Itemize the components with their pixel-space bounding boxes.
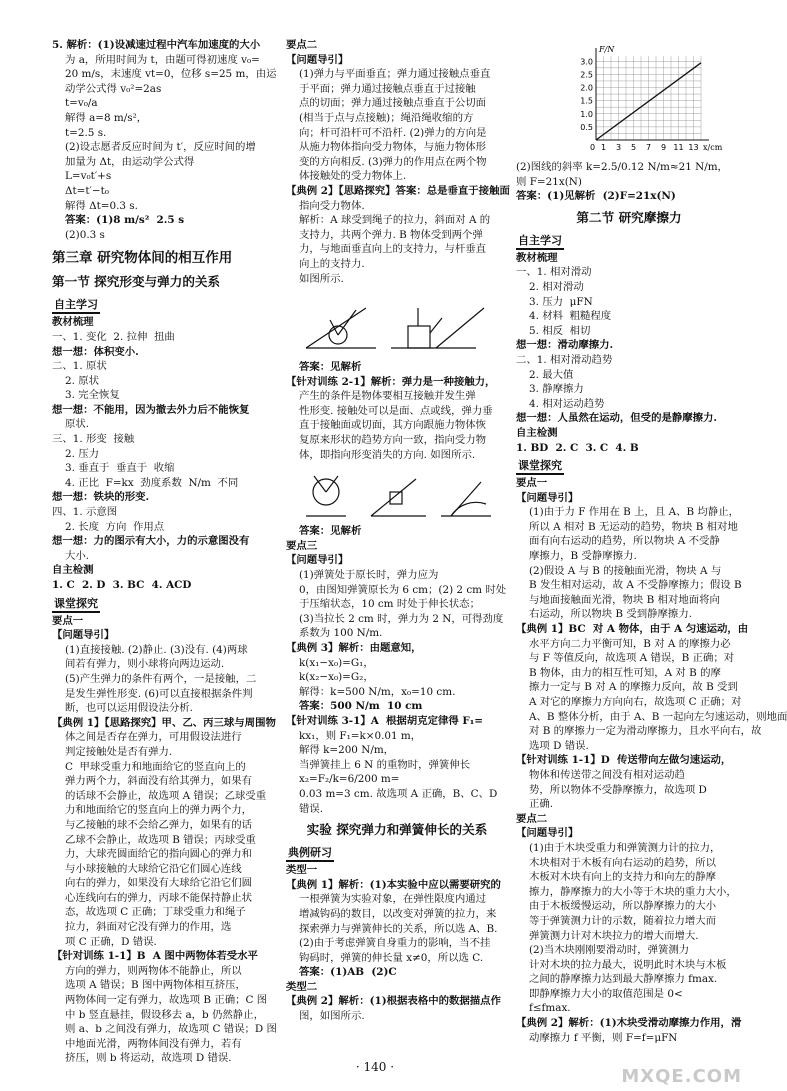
dianli-label: 典例研习 <box>286 845 334 862</box>
text-line: (2)当木块刚刚要滑动时，弹簧测力 <box>529 944 690 957</box>
text-line: 向；杆可沿杆可不沿杆. (2)弹力的方向是 <box>299 126 487 139</box>
text-line: f≤fmax. <box>529 1002 571 1015</box>
text-line: 三、1. 形变 接触 <box>52 433 135 446</box>
text-line: B 发生相对运动，故 A 不受静摩擦力；假设 B <box>529 579 742 592</box>
text-line: 选项 A 错误；B 图中两物体相互挤压， <box>65 979 246 992</box>
text-line: 二、1. 原状 <box>52 360 107 373</box>
text-line: 拉力，斜面对它没有弹力的作用，选 <box>65 921 232 934</box>
text-line: 所以 A 相对 B 无运动的趋势，物块 B 相对地 <box>529 520 738 533</box>
text-line: 计对木块的拉力最大，说明此时木块与木板 <box>529 958 727 971</box>
text-line: 【问题导引】 <box>286 554 349 567</box>
zizhu-label: 自主学习 <box>52 297 100 314</box>
text-line: 中 b 竖直悬挂，假设移去 a，b 仍然静止， <box>65 1008 264 1021</box>
text-line: 是发生弹性形变. (6)可以直接根据条件判 <box>65 687 253 700</box>
text-line: 2. 原状 <box>65 374 99 387</box>
text-line: 动摩擦力 f 平衡，则 F=f=μFN <box>529 1031 678 1044</box>
text-line: 答案：500 N/m 10 cm <box>299 700 423 713</box>
y-axis-label: F/N <box>599 45 615 54</box>
x-tick-label: 5 <box>630 143 637 152</box>
text-line: 探索弹力与弹簧伸长的关系，所以选 A、B. <box>299 922 498 935</box>
text-line: 则 F=21x(N) <box>516 175 582 188</box>
text-line: 想一想：滑动摩擦力. <box>516 339 614 352</box>
text-line: 摩擦力，B 受静摩擦力. <box>529 550 637 563</box>
text-line: 变的方向相反. (3)弹力的作用点在两个物 <box>299 155 487 168</box>
page-number: · 140 · <box>355 1060 395 1074</box>
text-line: 2. 压力 <box>65 447 99 460</box>
text-line: A、B 整体分析，由于 A、B 一起向左匀速运动，则地面 <box>529 710 787 723</box>
text-line: 2. 长度 方向 作用点 <box>65 520 165 533</box>
text-line: 【针对训练 2-1】解析：弹力是一种接触力， <box>286 375 496 388</box>
text-line: 0.03 m=3 cm. 故选项 A 正确，B、C、D <box>299 787 498 800</box>
text-line: 势，所以物体不受静摩擦力，故选项 D <box>529 783 707 796</box>
answer-line-2: 答案：见解析 <box>299 525 362 538</box>
text-line: 支持力，共两个弹力. B 物体受到两个弹 <box>299 228 483 241</box>
text-line: (1)弹力与平面垂直；弹力通过接触点垂直 <box>299 68 491 81</box>
text-line: 物体和传送带之间没有相对运动趋 <box>529 768 685 781</box>
text-line: 二、1. 相对滑动趋势 <box>516 353 613 366</box>
text-line: 复原来形状的趋势方向一致，指向受力物 <box>299 434 487 447</box>
text-line: 一、1. 相对滑动 <box>516 266 592 279</box>
text-line: 【典例 1】【思路探究】甲、乙、丙三球与周围物 <box>52 716 276 729</box>
text-line: 性形变. 接触处可以是面、点或线，弹力垂 <box>299 404 493 417</box>
text-line: 乙球不会静止，故选项 B 错误；丙球受重 <box>65 833 256 846</box>
text-line: 与乙接触的球不会给乙弹力，如果有的话 <box>65 818 253 831</box>
text-line: 【典例 1】解析：(1)本实验中应以需要研究的 <box>286 878 501 891</box>
text-line: 对 B 的摩擦力一定为滑动摩擦力，且水平向右，故 <box>529 725 762 738</box>
column-right <box>516 38 787 1045</box>
x-tick-label: 11 <box>673 143 684 152</box>
text-line: 如图所示. <box>299 272 344 285</box>
text-line: 面有向右运动的趋势，所以物块 A 不受静 <box>529 535 720 548</box>
text-line: 要点二 <box>286 39 318 51</box>
x-tick-label: 7 <box>645 143 652 152</box>
text-line: (1)直接接触. (2)静止. (3)没有. (4)两球 <box>65 643 248 656</box>
y-tick-label: 3.0 <box>580 57 593 67</box>
text-line: 1. C 2. D 3. BC 4. ACD <box>52 579 192 591</box>
text-line: 【针对训练 1-1】B A 图中两物体若受水平 <box>52 950 258 963</box>
text-line: 4. 材料 粗糙程度 <box>529 310 612 323</box>
text-line: (5)产生弹力的条件有两个，一是接触，二 <box>65 672 257 685</box>
text-line: 想一想：铁块的形变. <box>52 491 150 504</box>
y-tick-label: 0.5 <box>580 122 593 132</box>
text-line: 判定接触处是否有弹力. <box>65 745 173 758</box>
text-line: k(x₁−x₀)=G₁， <box>299 656 374 669</box>
section-title: 第一节 探究形变与弹力的关系 <box>52 274 221 290</box>
force-diagram-figure <box>286 288 496 358</box>
ketang-content <box>52 614 278 1066</box>
text-line: 【典例 2】【思路探究】答案：总是垂直于接触面 <box>286 184 510 197</box>
prev-solution-block <box>52 38 278 242</box>
text-line: 正确. <box>529 798 554 811</box>
text-line: B 物体，由力的相互性可知，A 对 B 的摩 <box>529 666 721 679</box>
text-line: 擦力，静摩擦力的大小等于木块的重力大小， <box>529 885 737 898</box>
text-line: 类型一 <box>286 864 318 877</box>
text-line: 解得 Δt=0.3 s. <box>65 199 138 212</box>
text-line: 5. 解析：(1)设减速过程中汽车加速度的大小 <box>52 39 261 51</box>
text-line: 直于接触面或切面，其方向跟施力物体恢 <box>299 419 487 432</box>
text-line: 【问题导引】 <box>52 629 115 642</box>
text-line: 【典例 3】解析：由题意知， <box>286 642 422 654</box>
text-line: 【问题导引】 <box>286 53 349 66</box>
text-line: 水平方向二力平衡可知，B 对 A 的摩擦力必 <box>529 637 731 650</box>
text-line: 向右的弹力，如果没有大球给它沿它们圆 <box>65 877 253 890</box>
text-line: 间若有弹力，则小球将向两边运动. <box>65 658 225 671</box>
text-line: 方向的弹力，则两物体不能静止，所以 <box>65 964 242 977</box>
text-line: (相当于点与点接触)；绳沿绳收缩的方 <box>299 111 474 124</box>
y-tick-label: 1.5 <box>580 96 593 106</box>
x-tick-label: 3 <box>615 143 622 152</box>
x-tick-label: 1 <box>600 143 607 152</box>
text-line: 的话球不会静止，故选项 A 错误；乙球受重 <box>65 789 267 802</box>
y-tick-label: 2.0 <box>580 83 593 93</box>
text-line: (1)由于力 F 作用在 B 上，且 A、B 均静止， <box>529 506 739 519</box>
text-line: 向上的支持力. <box>299 257 365 270</box>
ketang-label: 课堂探究 <box>52 596 100 613</box>
text-line: 【典例 2】解析：(1)木块受滑动摩擦力作用，滑 <box>516 1017 742 1030</box>
text-line: 要点三 <box>286 539 318 552</box>
text-line: 弹力两个力，斜面没有给其弹力，如果有 <box>65 775 253 788</box>
text-line: 想一想：力的图示有大小，力的示意图没有 <box>52 535 250 548</box>
text-line: 原状. <box>65 418 90 431</box>
text-line: 教材梳理 <box>516 251 558 264</box>
column-middle <box>286 38 508 1024</box>
text-line: 当弹簧挂上 6 N 的重物时，弹簧伸长 <box>299 758 471 771</box>
text-line: 即静摩擦力大小的取值范围是 0< <box>529 987 683 1000</box>
text-line: 点的切面；弹力通过接触点垂直于公切面 <box>299 97 487 110</box>
origin-label: 0 <box>590 143 596 152</box>
text-line: 一根弹簧为实验对象，在弹性限度内通过 <box>299 893 487 906</box>
text-line: 与地面接触面光滑，物块 B 相对地面将向 <box>529 593 720 606</box>
text-line: 项 C 正确，D 错误. <box>65 935 157 948</box>
yaodian3-content <box>286 539 508 816</box>
text-line: 弹簧测力计对木块拉力的增大而增大. <box>529 929 699 942</box>
y-tick-label: 2.5 <box>580 70 593 80</box>
ketang-label-2: 课堂探究 <box>516 458 564 475</box>
text-line: 4. 相对运动趋势 <box>529 397 605 410</box>
text-line: (2)0.3 s <box>65 228 105 241</box>
y-tick-label: 1.0 <box>580 109 593 119</box>
text-line: k(x₂−x₀)=G₂， <box>299 671 374 684</box>
text-line: 图，如图所示. <box>299 1010 365 1023</box>
text-line: 要点一 <box>516 477 548 490</box>
chart-solution <box>516 160 742 204</box>
text-line: 指向受力物体. <box>299 199 365 212</box>
text-line: 体之间是否存在弹力，可用假设法进行 <box>65 731 242 744</box>
text-line: 从施力物体指向受力物体，与施力物体形 <box>299 141 487 154</box>
zhendui2-content <box>286 375 508 463</box>
text-line: 两物体间一定有弹力，故选项 B 正确；C 图 <box>65 994 268 1007</box>
text-line: 3. 完全恢复 <box>65 389 120 402</box>
text-line: 与 F 等值反向，故选项 A 错误，B 正确；对 <box>529 652 735 665</box>
text-line: A 对它的摩擦力方向向右，故选项 C 正确；对 <box>529 696 742 708</box>
text-line: kx₁，则 F₁=k×0.01 m， <box>299 729 422 742</box>
text-line: 3. 压力 μFN <box>529 295 593 308</box>
text-line: 则 a、b 之间没有弹力，故选项 C 错误；D 图 <box>65 1023 277 1036</box>
text-line: 类型二 <box>286 980 318 993</box>
text-line: 3. 静摩擦力 <box>529 383 584 396</box>
text-line: (2)由于考虑弹簧自身重力的影响，当不挂 <box>299 937 491 950</box>
ketang-content-2 <box>516 476 787 1045</box>
text-line: L=v₀t′+s <box>65 170 112 183</box>
text-line: 于平面；弹力通过接触点垂直于过接触 <box>299 82 476 95</box>
text-line: 于压缩状态，10 cm 时处于伸长状态； <box>299 598 480 611</box>
column-left <box>52 38 278 1066</box>
experiment-title: 实验 探究弹力和弹簧伸长的关系 <box>306 822 488 838</box>
text-line: x₂=F₂/k=6/200 m= <box>299 773 400 786</box>
text-line: 体，即指向形变消失的方向. 如图所示. <box>299 448 476 461</box>
text-line: 2. 最大值 <box>529 368 574 381</box>
text-line: 2. 相对滑动 <box>529 280 584 293</box>
text-line: 想一想：不能用，因为撤去外力后不能恢复 <box>52 403 250 416</box>
text-line: 动学公式得 v₀²=2as <box>65 82 162 95</box>
text-line: (2)设志愿者反应时间为 t′，反应时间的增 <box>65 141 256 154</box>
force-diagram-figure-2 <box>286 464 496 522</box>
yaodian2-content <box>286 38 508 286</box>
text-line: (2)假设 A 与 B 的接触面光滑，物块 A 与 <box>529 564 722 577</box>
text-line: 由于木板缓慢运动，所以静摩擦力的大小 <box>529 900 717 913</box>
text-line: 【问题导引】 <box>516 827 579 840</box>
text-line: 答案：(1)AB (2)C <box>299 966 397 979</box>
text-line: 想一想：人虽然在运动，但受的是静摩擦力. <box>516 412 718 425</box>
text-line: 4. 正比 F=kx 劲度系数 N/m 不同 <box>65 476 239 489</box>
text-line: t=2.5 s. <box>65 126 107 139</box>
text-line: 解得：k=500 N/m，x₀=10 cm. <box>299 685 456 698</box>
chapter-title: 第三章 研究物体间的相互作用 <box>52 250 233 267</box>
text-line: 木板对木块有向上的支持力和向左的静摩 <box>529 871 717 884</box>
text-line: (3)当拉长 2 cm 时，弹力为 2 N，可得劲度 <box>299 612 504 625</box>
text-line: 一、1. 变化 2. 拉伸 扭曲 <box>52 330 175 343</box>
text-line: 想一想：体积变小. <box>52 345 139 358</box>
text-line: 要点一 <box>52 614 84 627</box>
text-line: 增减钩码的数目，以改变对弹簧的拉力，来 <box>299 907 497 920</box>
text-line: 20 m/s，末速度 vt=0，位移 s=25 m，由运 <box>65 68 277 81</box>
watermark-logo: MXQE.COM <box>621 1066 742 1088</box>
text-line: 挤压，则 b 将运动，故选项 D 错误. <box>65 1052 232 1065</box>
text-line: 答案：(1)8 m/s² 2.5 s <box>65 214 185 227</box>
text-line: 心连线向右的弹力，丙球不能保持静止状 <box>65 891 253 904</box>
text-line: 3. 垂直于 垂直于 收缩 <box>65 462 175 475</box>
text-line: t=v₀/a <box>65 97 98 110</box>
text-line: 5. 相反 相切 <box>529 324 591 337</box>
text-line: 解析：A 球受到绳子的拉力，斜面对 A 的 <box>299 214 491 227</box>
text-line: 自主检测 <box>516 426 558 439</box>
text-line: 1. BD 2. C 3. C 4. B <box>516 441 639 454</box>
text-line: 钩码时，弹簧的伸长量 x≠0，所以选 C. <box>299 951 484 964</box>
section-title-2: 第二节 研究摩擦力 <box>576 209 682 225</box>
text-line: 教材梳理 <box>52 316 94 329</box>
text-line: 自主检测 <box>52 564 94 577</box>
x-tick-label: 13 <box>688 143 699 152</box>
text-line: 【典例 2】解析：(1)根据表格中的数据描点作 <box>286 995 501 1008</box>
text-line: 产生的条件是物体要相互接触并发生弹 <box>299 390 476 403</box>
text-line: 答案：(1)见解析 (2)F=21x(N) <box>516 190 676 203</box>
text-line: 解得 a=8 m/s²， <box>65 111 148 124</box>
zizhu-content-2 <box>516 251 742 455</box>
text-line: 解得 k=200 N/m， <box>299 744 395 757</box>
text-line: 体接触处的受力物体上. <box>299 170 407 183</box>
text-line: 右运动，所以物块 B 受到静摩擦力. <box>529 608 693 621</box>
zizhu-content <box>52 315 278 592</box>
text-line: 等于弹簧测力计的示数，随着拉力增大而 <box>529 914 717 927</box>
f-x-chart <box>516 40 726 158</box>
text-line: (1)由于木块受重力和弹簧测力计的拉力， <box>529 841 721 854</box>
text-line: 错误. <box>299 802 324 815</box>
x-axis-label: x/cm <box>703 143 723 152</box>
text-line: 擦力一定与 B 对 A 的摩擦力反向，故 B 受到 <box>529 681 738 694</box>
experiment-content <box>286 863 508 1024</box>
text-line: 中地面光滑，两物体间没有弹力，若有 <box>65 1037 242 1050</box>
text-line: 断，也可以运用假设法分析. <box>65 702 193 715</box>
text-line: 【问题导引】 <box>516 491 579 504</box>
text-line: 力，大球壳圆面给它的指向圆心的弹力和 <box>65 848 253 861</box>
text-line: 选项 D 错误. <box>529 739 589 752</box>
text-line: (1)弹簧处于原长时，弹力应为 <box>299 569 439 582</box>
text-line: 大小. <box>65 549 90 562</box>
text-line: 之间的静摩擦力达到最大静摩擦力 fmax. <box>529 973 718 986</box>
text-line: 态，故选项 C 正确；丁球受重力和绳子 <box>65 906 246 919</box>
zizhu-label-2: 自主学习 <box>516 233 564 250</box>
text-line: C 甲球受重力和地面给它的竖直向上的 <box>65 760 246 773</box>
text-line: 【典例 1】BC 对 A 物体，由于 A 匀速运动，由 <box>516 623 749 636</box>
text-line: 要点二 <box>516 812 548 825</box>
text-line: 系数为 100 N/m. <box>299 627 383 640</box>
text-line: Δt=t′−t₀ <box>65 184 109 197</box>
x-tick-label: 9 <box>660 143 667 152</box>
text-line: 力，与地面垂直向上的支持力，与杆垂直 <box>299 243 487 256</box>
text-line: 0，由图知弹簧原长为 6 cm；(2) 2 cm 时处 <box>299 583 507 596</box>
text-line: 加量为 Δt，由运动学公式得 <box>65 155 195 168</box>
text-line: 【针对训练 3-1】A 根据胡克定律得 F₁= <box>286 714 484 727</box>
text-line: 四、1. 示意图 <box>52 506 118 519</box>
text-line: 木块相对于木板有向右运动的趋势，所以 <box>529 856 717 869</box>
text-line: 力和地面给它的竖直向上的弹力两个力， <box>65 804 253 817</box>
text-line: (2)图线的斜率 k=2.5/0.12 N/m≈21 N/m， <box>516 161 728 173</box>
answer-line: 答案：见解析 <box>299 361 362 374</box>
text-line: 与小球接触的大球给它沿它们圆心连线 <box>65 862 242 875</box>
text-line: 为 a，所用时间为 t，由题可得初速度 v₀= <box>65 53 260 66</box>
text-line: 【针对训练 1-1】D 传送带向左做匀速运动， <box>516 754 732 767</box>
